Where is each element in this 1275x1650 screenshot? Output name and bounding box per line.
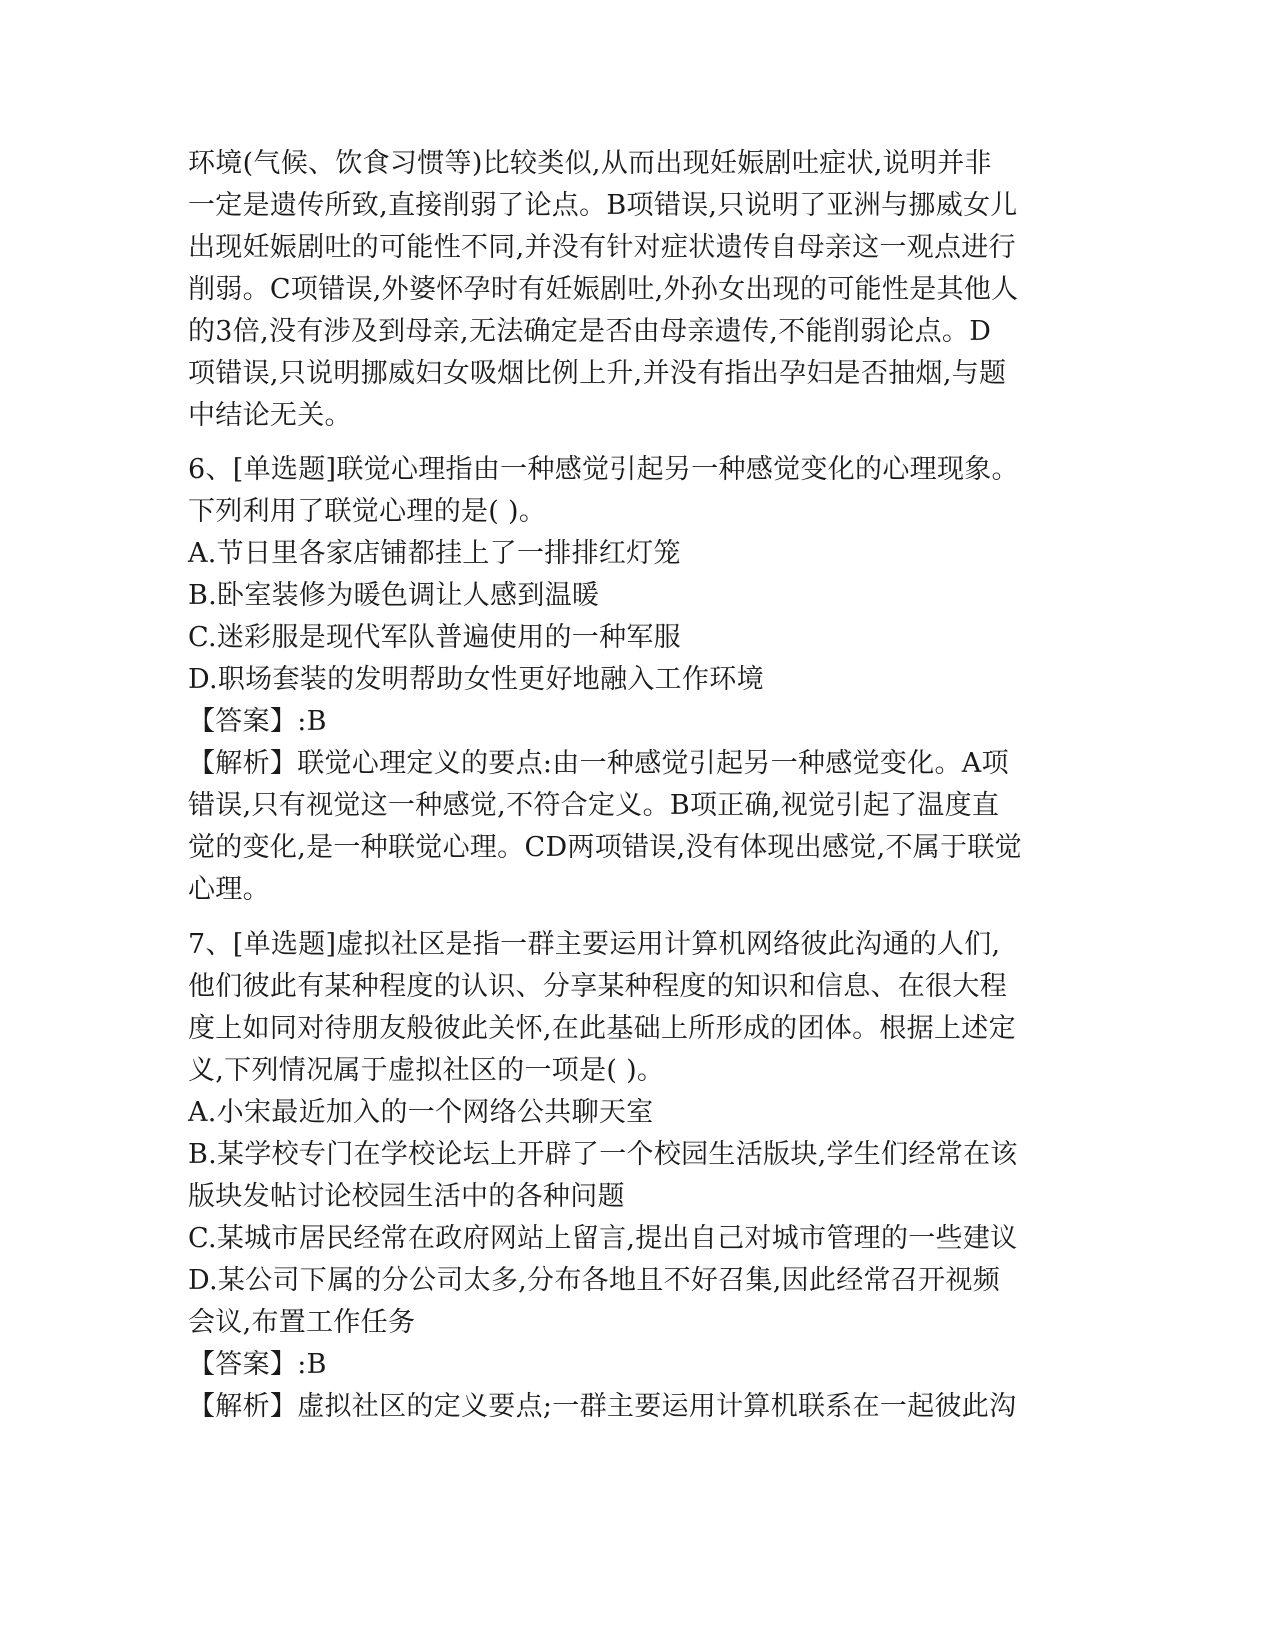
option-c: C.某城市居民经常在政府网站上留言,提出自己对城市管理的一些建议: [188, 1223, 1018, 1254]
explanation-line: 心理。: [188, 874, 270, 905]
option-c: C.迷彩服是现代军队普遍使用的一种军服: [188, 622, 681, 653]
question-stem: 度上如同对待朋友般彼此关怀,在此基础上所形成的团体。根据上述定: [188, 1013, 1016, 1044]
option-d-continued: 会议,布置工作任务: [188, 1307, 416, 1338]
text-line: 中结论无关。: [188, 400, 352, 431]
text-line: 出现妊娠剧吐的可能性不同,并没有针对症状遗传自母亲这一观点进行: [188, 232, 1016, 263]
question-stem: 他们彼此有某种程度的认识、分享某种程度的知识和信息、在很大程: [188, 971, 1007, 1002]
option-a: A.节日里各家店铺都挂上了一排排红灯笼: [188, 538, 681, 569]
text-line: 一定是遗传所致,直接削弱了论点。B项错误,只说明了亚洲与挪威女儿: [188, 190, 1018, 221]
option-b-continued: 版块发帖讨论校园生活中的各种问题: [188, 1181, 625, 1212]
text-line: 削弱。C项错误,外婆怀孕时有妊娠剧吐,外孙女出现的可能性是其他人: [188, 274, 1019, 305]
option-d: D.职场套装的发明帮助女性更好地融入工作环境: [188, 664, 764, 695]
explanation-line: 错误,只有视觉这一种感觉,不符合定义。B项正确,视觉引起了温度直: [188, 790, 1000, 821]
text-line: 项错误,只说明挪威妇女吸烟比例上升,并没有指出孕妇是否抽烟,与题: [188, 358, 1007, 389]
question-stem: 7、[单选题]虚拟社区是指一群主要运用计算机网络彼此沟通的人们,: [188, 929, 1001, 960]
option-d: D.某公司下属的分公司太多,分布各地且不好召集,因此经常召开视频: [188, 1265, 1001, 1296]
explanation-line: 【解析】虚拟社区的定义要点;一群主要运用计算机联系在一起彼此沟: [188, 1391, 1017, 1422]
text-line: 的3倍,没有涉及到母亲,无法确定是否由母亲遗传,不能削弱论点。D: [188, 316, 992, 347]
option-a: A.小宋最近加入的一个网络公共聊天室: [188, 1097, 654, 1128]
explanation-line: 觉的变化,是一种联觉心理。CD两项错误,没有体现出感觉,不属于联觉: [188, 832, 1022, 863]
question-stem: 6、[单选题]联觉心理指由一种感觉引起另一种感觉变化的心理现象。: [188, 454, 1019, 485]
explanation-line: 【解析】联觉心理定义的要点:由一种感觉引起另一种感觉变化。A项: [188, 748, 1009, 779]
question-stem: 下列利用了联觉心理的是( )。: [188, 496, 547, 527]
answer: 【答案】:B: [188, 706, 327, 737]
text-line: 环境(气候、饮食习惯等)比较类似,从而出现妊娠剧吐症状,说明并非: [188, 148, 992, 179]
question-stem: 义,下列情况属于虚拟社区的一项是( )。: [188, 1055, 665, 1086]
option-b: B.卧室装修为暖色调让人感到温暖: [188, 580, 600, 611]
answer: 【答案】:B: [188, 1349, 327, 1380]
option-b: B.某学校专门在学校论坛上开辟了一个校园生活版块,学生们经常在该: [188, 1139, 1018, 1170]
